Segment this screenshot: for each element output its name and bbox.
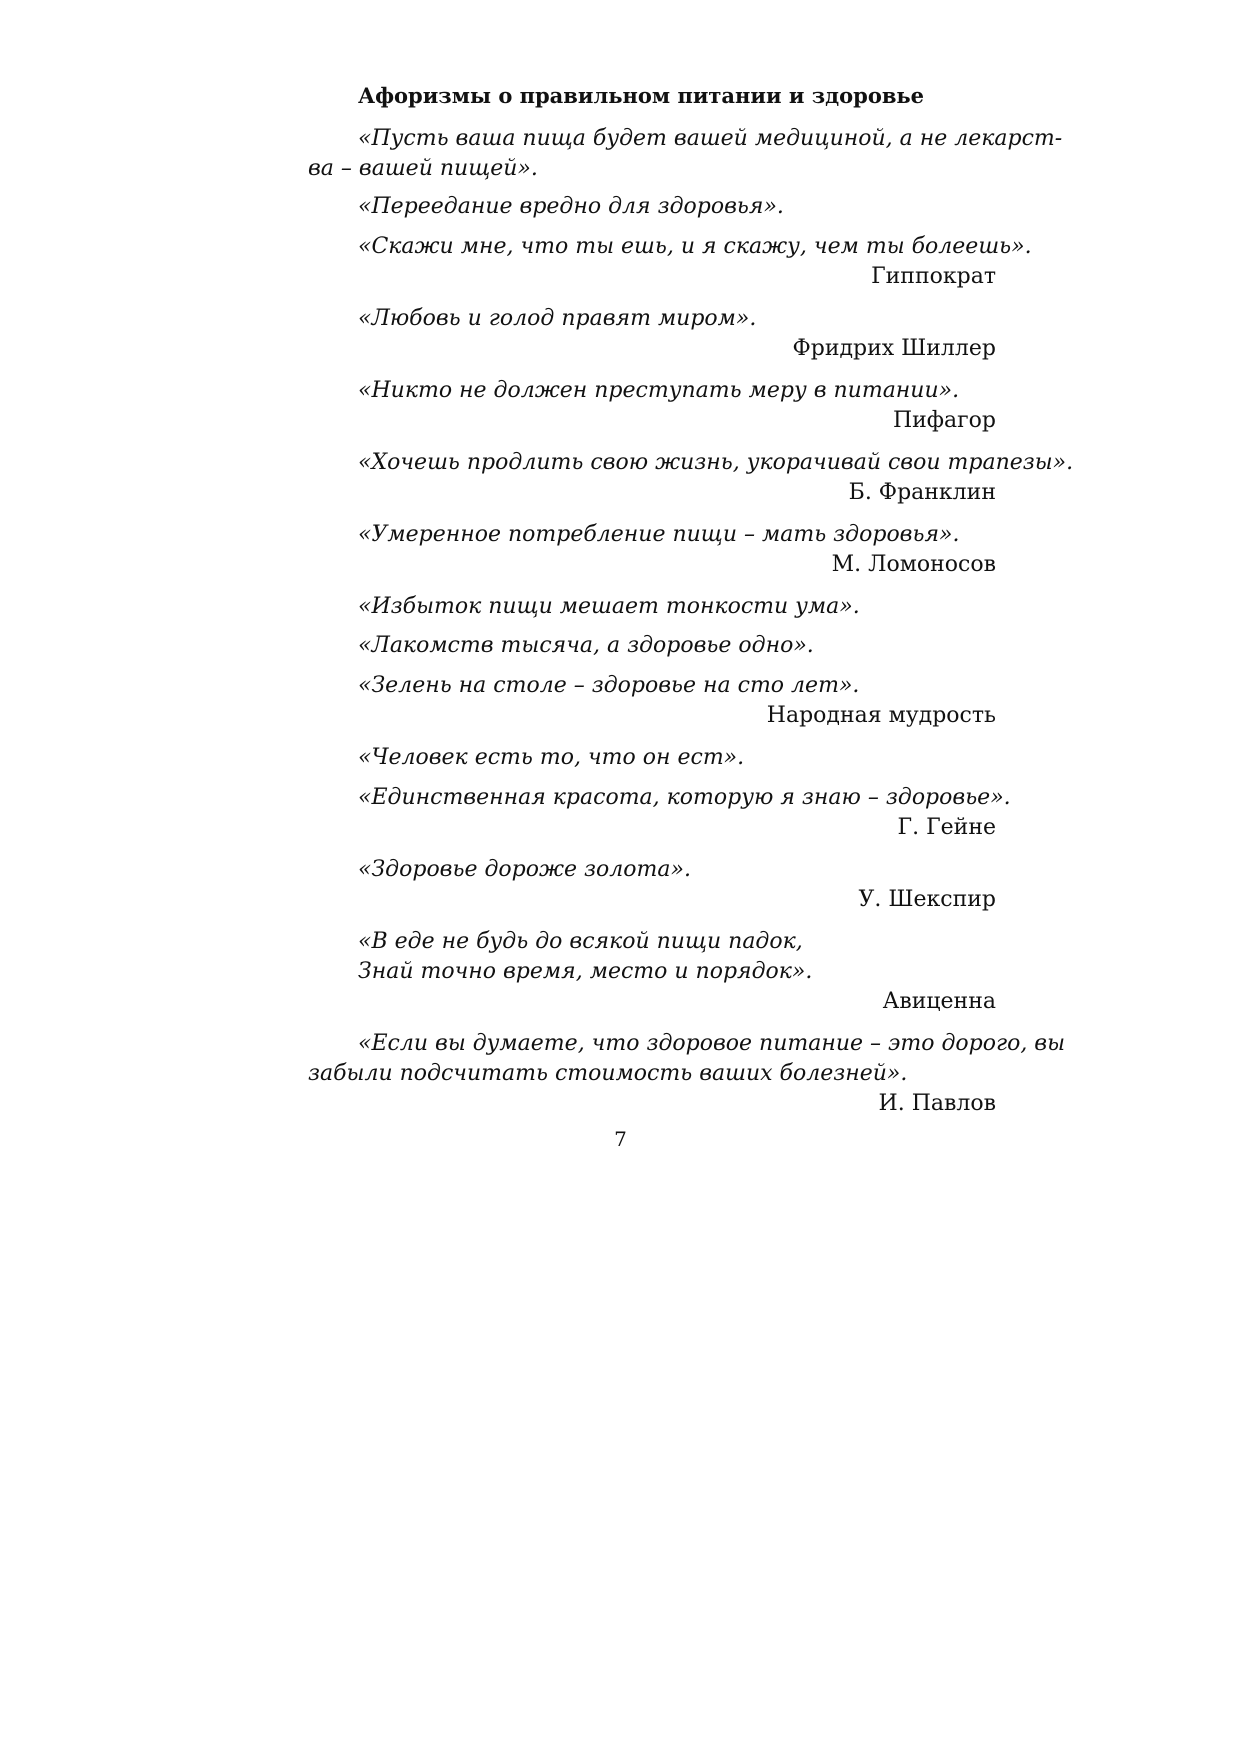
quote: «Скажи мне, что ты ешь, и я скажу, чем ты болеешь».: [358, 234, 1032, 259]
quote-line: забыли подсчитать стоимость ваших болезней».: [308, 1061, 908, 1086]
page-title: Афоризмы о правильном питании и здоровье: [358, 83, 925, 108]
quote-author: Авиценна: [882, 989, 996, 1014]
quote-author: Фридрих Шиллер: [792, 336, 996, 361]
quote-line: ва – вашей пищей».: [308, 156, 538, 181]
quote: «Никто не должен преступать меру в питании».: [358, 378, 960, 403]
page-number: 7: [614, 1127, 627, 1151]
quote: «Лакомств тысяча, а здоровье одно».: [358, 633, 814, 658]
quote-line: «Если вы думаете, что здоровое питание – это дорого, вы: [358, 1031, 1066, 1056]
quote: «Единственная красота, которую я знаю – здоровье».: [358, 785, 1011, 810]
quote: «Умеренное потребление пищи – мать здоровья».: [358, 522, 960, 547]
quote-author: Б. Франклин: [848, 480, 996, 505]
quote-author: И. Павлов: [878, 1091, 996, 1116]
verse-line: Знай точно время, место и порядок».: [358, 959, 813, 984]
quote-author: У. Шекспир: [858, 887, 996, 912]
quote-author: Пифагор: [892, 408, 996, 433]
text-column: [308, 0, 1074, 1755]
quote: «Переедание вредно для здоровья».: [358, 194, 784, 219]
verse-line: «В еде не будь до всякой пищи падок,: [358, 929, 803, 954]
quote-author: Гиппократ: [871, 264, 996, 289]
quote: «Избыток пищи мешает тонкости ума».: [358, 594, 860, 619]
quote: «Хочешь продлить свою жизнь, укорачивай свои трапезы».: [358, 450, 1074, 475]
quote-author: М. Ломоносов: [831, 552, 996, 577]
quote-line: «Пусть ваша пища будет вашей медициной, а не лекарст-: [358, 126, 1063, 151]
quote: «Любовь и голод правят миром».: [358, 306, 757, 331]
quote-author: Народная мудрость: [766, 703, 996, 728]
quote: «Человек есть то, что он ест».: [358, 745, 745, 770]
quote: «Зелень на столе – здоровье на сто лет».: [358, 673, 860, 698]
quote-author: Г. Гейне: [897, 815, 996, 840]
quote: «Здоровье дороже золота».: [358, 857, 691, 882]
